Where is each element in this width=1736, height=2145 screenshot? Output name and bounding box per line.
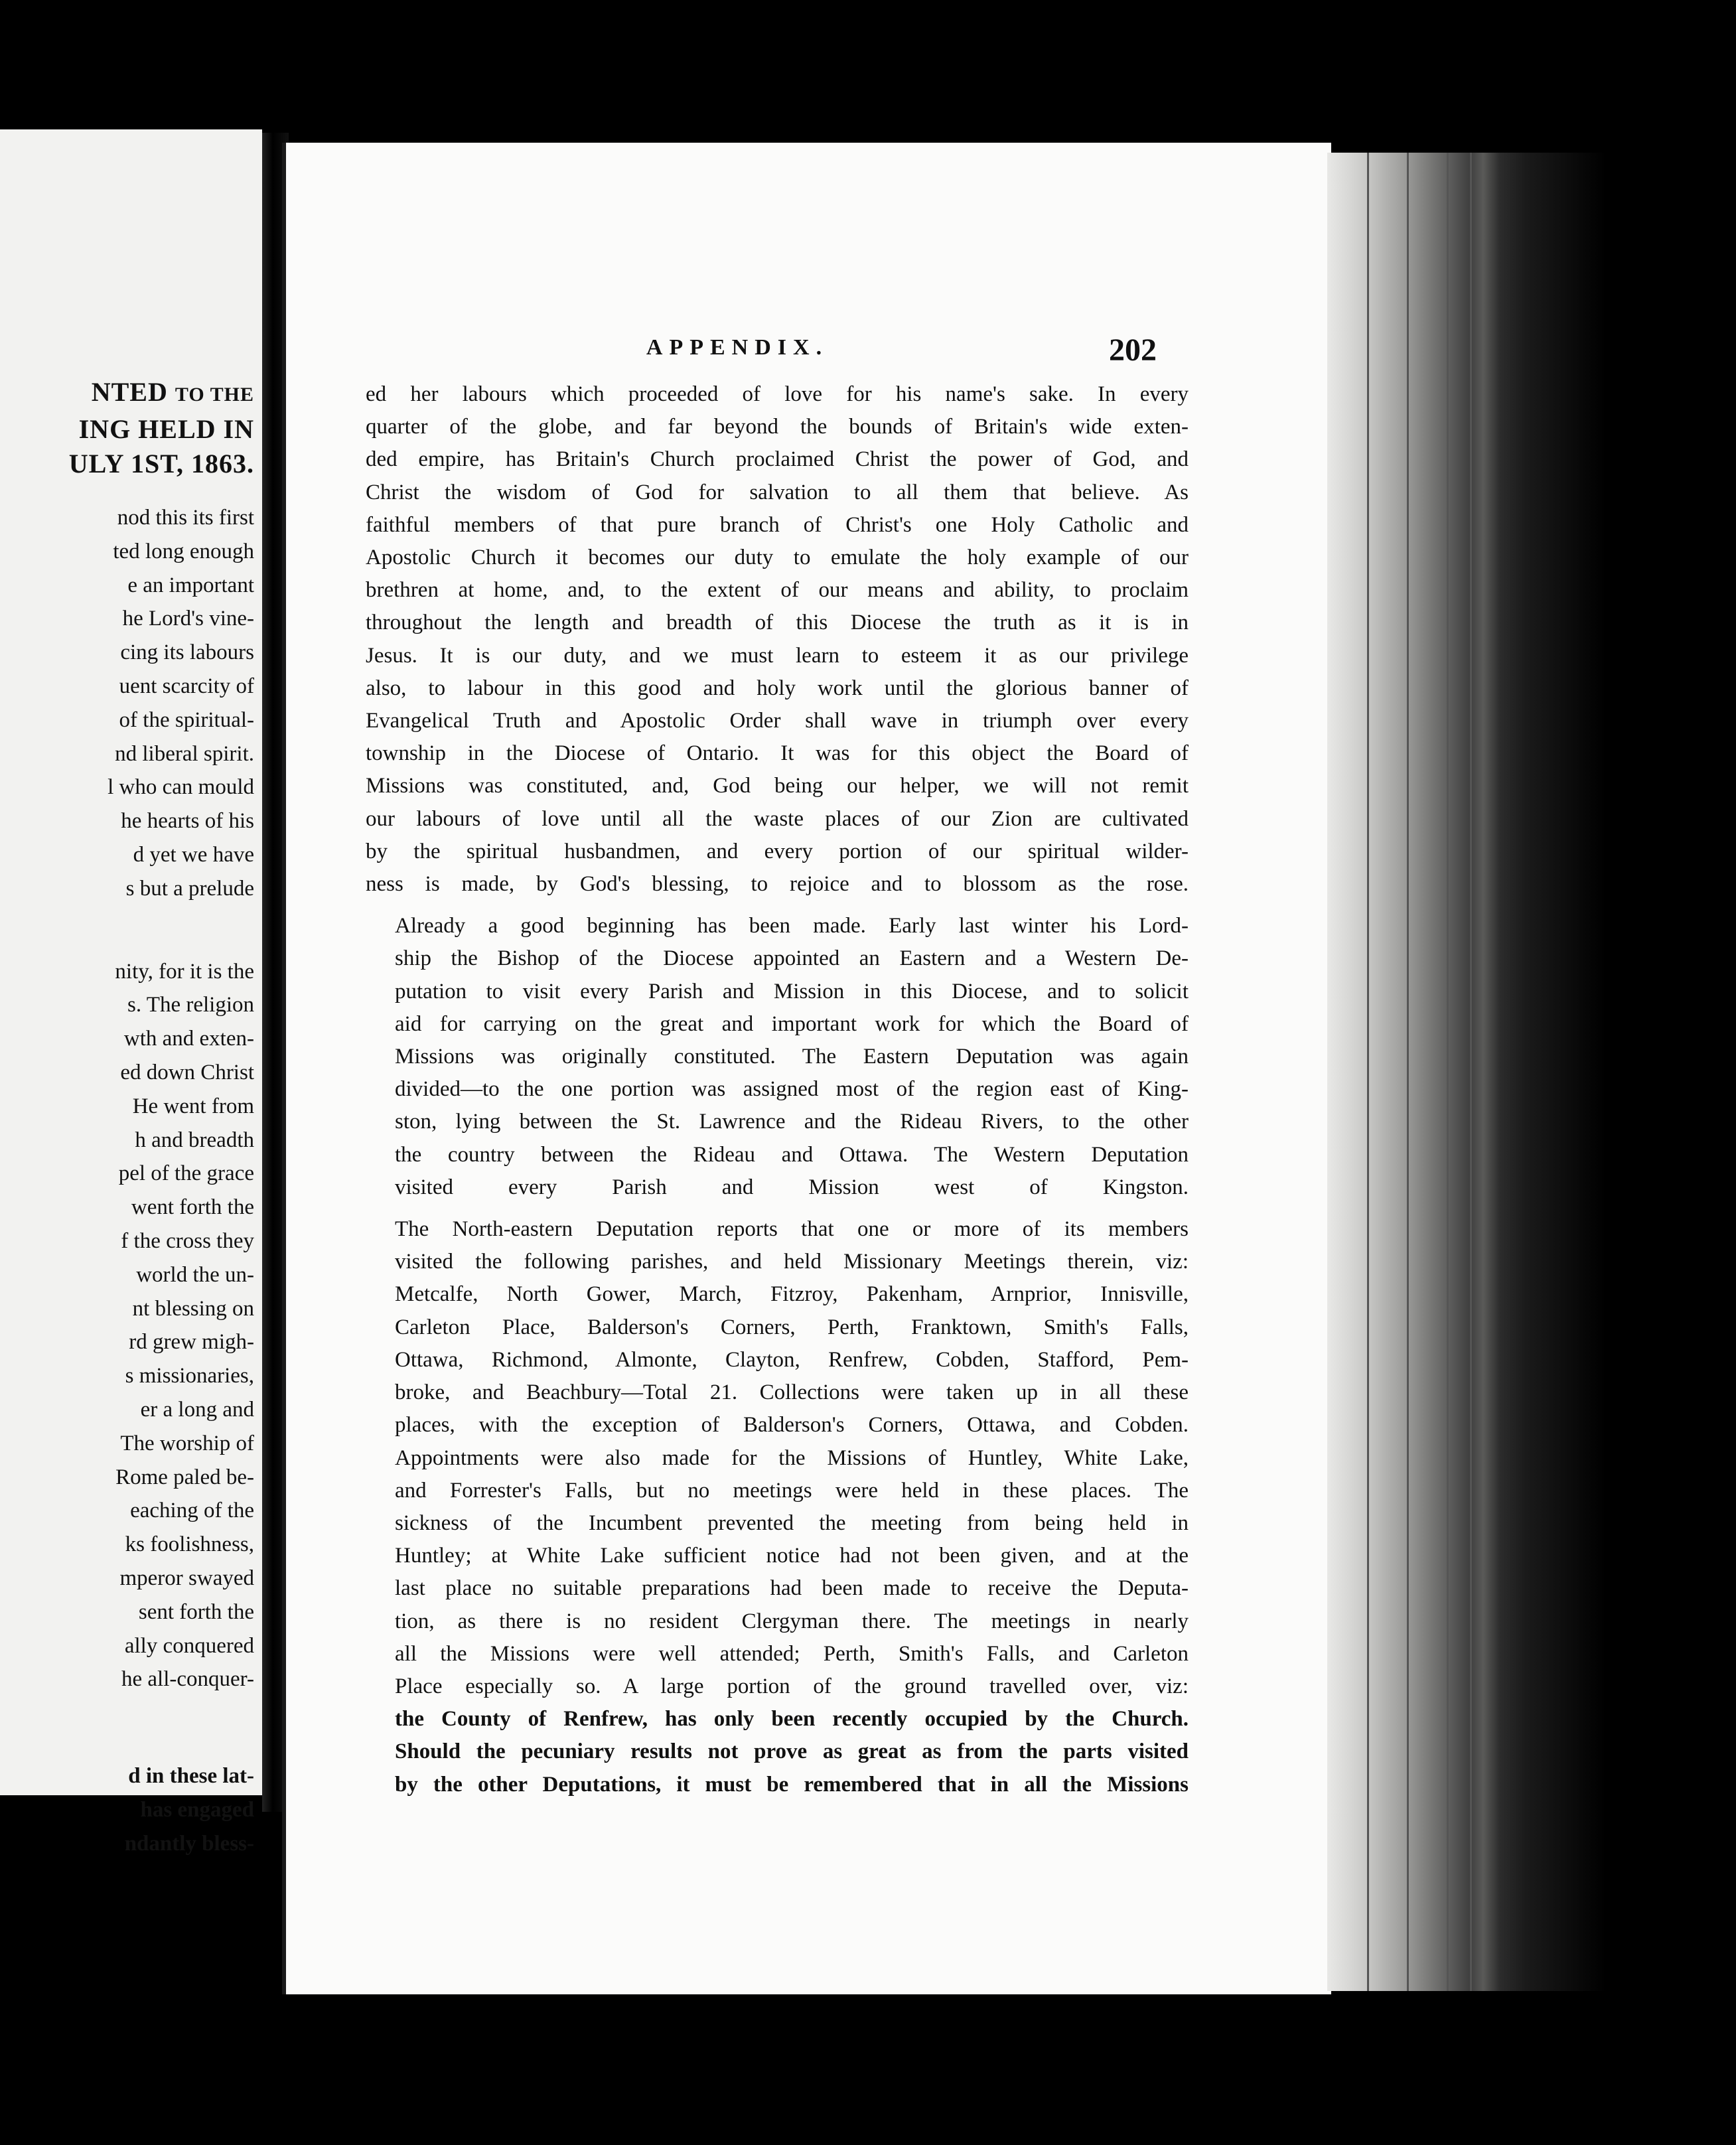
left-text-line: pel of the grace — [118, 1161, 254, 1186]
text-line: also, to labour in this good and holy work until the glorious banner of — [366, 676, 1189, 700]
text-line: the country between the Rideau and Ottawa. The Western Deputation — [395, 1142, 1189, 1167]
text-line: brethren at home, and, to the extent of our means and ability, to proclaim — [366, 578, 1189, 603]
text-line: The North-eastern Deputation reports that one or more of its members — [395, 1217, 1189, 1242]
left-heading-line: ULY 1ST, 1863. — [68, 449, 254, 479]
page-number: 202 — [1109, 333, 1157, 368]
left-text-line: nity, for it is the — [115, 959, 254, 984]
text-line: Jesus. It is our duty, and we must learn to esteem it as our privilege — [366, 643, 1189, 668]
left-text-line: nod this its first — [117, 506, 254, 530]
left-text-line: nd liberal spirit. — [115, 741, 254, 766]
left-facing-page — [0, 129, 262, 1856]
text-line: Evangelical Truth and Apostolic Order shall wave in triumph over every — [366, 709, 1189, 733]
text-line: last place no suitable preparations had been made to receive the Deputa- — [395, 1576, 1189, 1601]
edge-line — [1407, 153, 1409, 1991]
text-line: Should the pecuniary results not prove as great as from the parts visited — [395, 1739, 1189, 1764]
text-line: Christ the wisdom of God for salvation to all them that believe. As — [366, 480, 1189, 504]
edge-line — [1447, 153, 1449, 1991]
left-text-line: wth and exten- — [123, 1027, 254, 1051]
left-text-line: s. The religion — [127, 993, 254, 1017]
text-line: Apostolic Church it becomes our duty to emulate the holy example of our — [366, 546, 1189, 570]
left-text-line: went forth the — [131, 1195, 254, 1220]
text-line: all the Missions were well attended; Perth, Smith's Falls, and Carleton — [395, 1641, 1189, 1666]
page-body — [366, 378, 1189, 1801]
text-line: broke, and Beachbury—Total 21. Collections were taken up in all these — [395, 1380, 1189, 1405]
edge-line — [1470, 153, 1472, 1991]
left-text-line: ed down Christ — [120, 1060, 254, 1084]
left-text-line: he all-conquer- — [121, 1667, 254, 1692]
left-text-line: rd grew migh- — [129, 1330, 254, 1355]
text-line: sickness of the Incumbent prevented the meeting from being held in — [395, 1511, 1189, 1535]
text-line: faithful members of that pure branch of Christ's one Holy Catholic and — [366, 512, 1189, 537]
text-line: our labours of love until all the waste places of our Zion are cultivated — [366, 806, 1189, 831]
page-edges — [1327, 153, 1606, 1991]
left-text-line: he hearts of his — [121, 809, 254, 834]
paragraph — [366, 1213, 1189, 1801]
left-text-line: er a long and — [140, 1397, 254, 1422]
text-line: throughout the length and breadth of this Diocese the truth as it is in — [366, 611, 1189, 635]
text-line: Missions was originally constituted. The Eastern Deputation was again — [395, 1045, 1189, 1069]
text-line: places, with the exception of Balderson's Corners, Ottawa, and Cobden. — [395, 1413, 1189, 1438]
left-text-line: s missionaries, — [125, 1364, 254, 1388]
text-line: ston, lying between the St. Lawrence and the Rideau Rivers, to the other — [395, 1110, 1189, 1134]
left-text-line: ally conquered — [124, 1633, 254, 1658]
left-text-line: d in these lat- — [128, 1764, 254, 1789]
left-text-line: cing its labours — [120, 640, 254, 665]
text-line: visited every Parish and Mission west of Kingston. — [395, 1175, 1189, 1199]
text-line: by the spiritual husbandmen, and every portion of our spiritual wilder- — [366, 839, 1189, 863]
text-line: quarter of the globe, and far beyond the bounds of Britain's wide exten- — [366, 415, 1189, 439]
text-line: township in the Diocese of Ontario. It was for this object the Board of — [366, 741, 1189, 766]
left-text-line — [2, 906, 254, 955]
left-text-line: mperor swayed — [119, 1566, 254, 1590]
left-heading-line: NTED TO THE — [91, 377, 254, 407]
text-line: Carleton Place, Balderson's Corners, Perth, Franktown, Smith's Falls, — [395, 1315, 1189, 1339]
left-text-line: f the cross they — [121, 1228, 254, 1253]
left-text-line: sent forth the — [138, 1599, 254, 1624]
paragraph — [366, 378, 1189, 901]
left-text-line: ted long enough — [113, 539, 254, 563]
left-text-line: he Lord's vine- — [122, 607, 254, 631]
left-text-line: world the un- — [136, 1262, 254, 1287]
text-line: ness is made, by God's blessing, to rejoice and to blossom as the rose. — [366, 872, 1189, 897]
text-line: Appointments were also made for the Missions of Huntley, White Lake, — [395, 1445, 1189, 1470]
edge-line — [1367, 153, 1369, 1991]
left-text-line: e an important — [127, 573, 254, 597]
text-line: and Forrester's Falls, but no meetings were held in these places. The — [395, 1478, 1189, 1503]
text-line: Already a good beginning has been made. Early last winter his Lord- — [395, 914, 1189, 938]
running-head: APPENDIX. — [646, 335, 829, 360]
left-text-line: eaching of the — [130, 1499, 254, 1523]
left-page-text — [2, 501, 254, 1860]
text-line: by the other Deputations, it must be remembered that in all the Missions — [395, 1772, 1189, 1797]
text-line: ship the Bishop of the Diocese appointed an Eastern and a Western De- — [395, 946, 1189, 971]
text-line: visited the following parishes, and held Missionary Meetings therein, viz: — [395, 1250, 1189, 1274]
left-heading-line: ING HELD IN — [78, 414, 254, 444]
left-text-line: s but a prelude — [125, 876, 254, 901]
left-text-line: d yet we have — [133, 842, 254, 867]
left-text-line: Rome paled be- — [115, 1465, 254, 1489]
paragraph — [366, 910, 1189, 1204]
text-line: ed her labours which proceeded of love for his name's sake. In every — [366, 382, 1189, 406]
left-text-line: ks foolishness, — [125, 1532, 254, 1557]
text-line: ded empire, has Britain's Church proclaimed Christ the power of God, and — [366, 447, 1189, 472]
left-text-line — [2, 1696, 254, 1759]
text-line: Ottawa, Richmond, Almonte, Clayton, Renfrew, Cobden, Stafford, Pem- — [395, 1347, 1189, 1372]
left-text-line: nt blessing on — [132, 1296, 254, 1321]
text-line: putation to visit every Parish and Mission in this Diocese, and to solicit — [395, 979, 1189, 1003]
text-line: Place especially so. A large portion of the ground travelled over, viz: — [395, 1674, 1189, 1698]
left-text-line: of the spiritual- — [119, 707, 254, 732]
text-line: aid for carrying on the great and important work for which the Board of — [395, 1011, 1189, 1036]
text-line: the County of Renfrew, has only been recently occupied by the Church. — [395, 1707, 1189, 1732]
left-text-line: ndantly bless- — [124, 1831, 254, 1856]
left-text-line: He went from — [132, 1094, 254, 1118]
left-text-line: h and breadth — [135, 1128, 254, 1152]
text-line: Missions was constituted, and, God being our helper, we will not remit — [366, 774, 1189, 798]
text-line: tion, as there is no resident Clergyman there. The meetings in nearly — [395, 1609, 1189, 1633]
left-text-line: The worship of — [120, 1431, 254, 1455]
book-page — [282, 143, 1331, 1994]
left-text-line: l who can mould — [108, 775, 254, 800]
text-line: divided—to the one portion was assigned most of the region east of King- — [395, 1077, 1189, 1102]
left-text-line: has engaged — [140, 1797, 254, 1822]
text-line: Huntley; at White Lake sufficient notice had not been given, and at the — [395, 1544, 1189, 1568]
left-page-heading — [15, 375, 254, 481]
left-text-line: uent scarcity of — [119, 674, 254, 698]
text-line: Metcalfe, North Gower, March, Fitzroy, Pakenham, Arnprior, Innisville, — [395, 1282, 1189, 1307]
